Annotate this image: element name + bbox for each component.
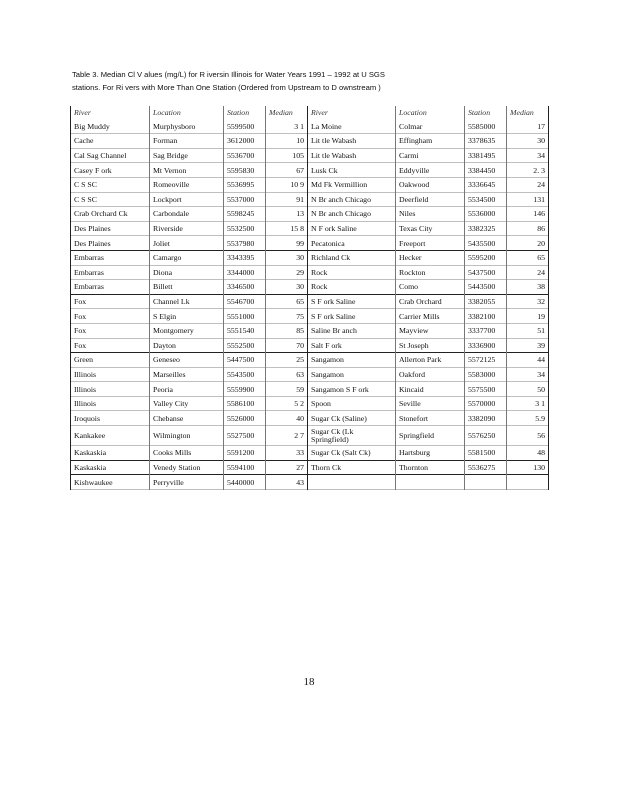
median-cell: 65 xyxy=(266,294,308,309)
river-cell: Rock xyxy=(308,280,396,295)
river-cell: Lit tle Wabash xyxy=(308,134,396,149)
table-row xyxy=(71,338,549,353)
median-cell: 105 xyxy=(266,148,308,163)
table-header-row xyxy=(71,106,549,120)
river-cell: Md Fk Vermillion xyxy=(308,177,396,192)
river-cell: Des Plaines xyxy=(71,236,150,251)
station-cell: 5583000 xyxy=(465,367,507,382)
location-cell: S Elgin xyxy=(150,309,224,324)
station-cell: 3346500 xyxy=(224,280,266,295)
station-cell: 5576250 xyxy=(465,426,507,446)
station-cell: 5440000 xyxy=(224,475,266,490)
station-cell: 5595200 xyxy=(465,250,507,265)
table-row xyxy=(71,120,549,134)
station-cell: 3337700 xyxy=(465,323,507,338)
river-cell: N F ork Saline xyxy=(308,221,396,236)
median-cell: 27 xyxy=(266,460,308,475)
river-cell: Sugar Ck (Saline) xyxy=(308,411,396,426)
station-cell: 3382055 xyxy=(465,294,507,309)
header-location: Location xyxy=(150,106,224,120)
location-cell: Riverside xyxy=(150,221,224,236)
location-cell: Joliet xyxy=(150,236,224,251)
river-cell: Fox xyxy=(71,294,150,309)
station-cell: 3382090 xyxy=(465,411,507,426)
location-cell: Thornton xyxy=(396,460,465,475)
median-cell: 130 xyxy=(507,460,549,475)
median-cell: 48 xyxy=(507,446,549,461)
table-row xyxy=(71,207,549,222)
location-cell: Dayton xyxy=(150,338,224,353)
location-cell: Colmar xyxy=(396,120,465,134)
median-cell: 17 xyxy=(507,120,549,134)
median-cell: 2. 3 xyxy=(507,163,549,178)
location-cell: Como xyxy=(396,280,465,295)
station-cell: 3336900 xyxy=(465,338,507,353)
location-cell: Diona xyxy=(150,265,224,280)
location-cell: Seville xyxy=(396,396,465,411)
location-cell: Hecker xyxy=(396,250,465,265)
median-cell: 3 1 xyxy=(266,120,308,134)
station-cell: 5595830 xyxy=(224,163,266,178)
location-cell: Mayview xyxy=(396,323,465,338)
header-station: Station xyxy=(224,106,266,120)
river-cell: La Moine xyxy=(308,120,396,134)
river-cell: Des Plaines xyxy=(71,221,150,236)
river-cell: S F ork Saline xyxy=(308,294,396,309)
location-cell: Venedy Station xyxy=(150,460,224,475)
location-cell xyxy=(396,475,465,490)
station-cell: 5572125 xyxy=(465,353,507,368)
median-cell: 30 xyxy=(266,250,308,265)
river-cell: Pecatonica xyxy=(308,236,396,251)
location-cell: Rockton xyxy=(396,265,465,280)
median-cell: 63 xyxy=(266,367,308,382)
river-cell: Fox xyxy=(71,338,150,353)
median-cell: 99 xyxy=(266,236,308,251)
header-river: River xyxy=(71,106,150,120)
table-row xyxy=(71,396,549,411)
station-cell: 3343395 xyxy=(224,250,266,265)
table-row xyxy=(71,460,549,475)
table-row xyxy=(71,236,549,251)
caption-line-1: Table 3. Median Cl V alues (mg/L) for R iversin Illinois for Water Years 1991 – 1992 at U SGS xyxy=(72,70,385,79)
river-cell: Iroquois xyxy=(71,411,150,426)
location-cell: Allerton Park xyxy=(396,353,465,368)
river-cell: Illinois xyxy=(71,367,150,382)
river-cell: Lit tle Wabash xyxy=(308,148,396,163)
median-cell: 5.9 xyxy=(507,411,549,426)
station-cell: 3382100 xyxy=(465,309,507,324)
table-row xyxy=(71,323,549,338)
median-cell: 15 8 xyxy=(266,221,308,236)
river-cell: Kishwaukee xyxy=(71,475,150,490)
river-cell: Kankakee xyxy=(71,426,150,446)
median-cell: 86 xyxy=(507,221,549,236)
station-cell: 3344000 xyxy=(224,265,266,280)
median-cell: 25 xyxy=(266,353,308,368)
median-cell: 91 xyxy=(266,192,308,207)
location-cell: Freeport xyxy=(396,236,465,251)
river-cell: Thorn Ck xyxy=(308,460,396,475)
river-cell: Sugar Ck (Salt Ck) xyxy=(308,446,396,461)
median-cell: 75 xyxy=(266,309,308,324)
location-cell: Camargo xyxy=(150,250,224,265)
median-cell: 2 7 xyxy=(266,426,308,446)
station-cell: 5447500 xyxy=(224,353,266,368)
median-cell: 30 xyxy=(266,280,308,295)
river-cell: C S SC xyxy=(71,192,150,207)
table-body xyxy=(71,120,549,490)
location-cell: Oakford xyxy=(396,367,465,382)
river-cell: C S SC xyxy=(71,177,150,192)
station-cell: 5536275 xyxy=(465,460,507,475)
river-cell: Embarras xyxy=(71,265,150,280)
median-cell: 56 xyxy=(507,426,549,446)
table-row xyxy=(71,426,549,446)
river-cell: Embarras xyxy=(71,250,150,265)
river-cell: Rock xyxy=(308,265,396,280)
river-cell: S F ork Saline xyxy=(308,309,396,324)
location-cell: Sag Bridge xyxy=(150,148,224,163)
table-row xyxy=(71,177,549,192)
river-cell: Fox xyxy=(71,323,150,338)
station-cell: 5598245 xyxy=(224,207,266,222)
location-cell: Geneseo xyxy=(150,353,224,368)
location-cell: Oakwood xyxy=(396,177,465,192)
median-cell: 146 xyxy=(507,207,549,222)
median-cell: 51 xyxy=(507,323,549,338)
table-caption xyxy=(72,68,548,94)
median-cell: 33 xyxy=(266,446,308,461)
river-cell: Kaskaskia xyxy=(71,446,150,461)
station-cell: 5551540 xyxy=(224,323,266,338)
station-cell: 5536000 xyxy=(465,207,507,222)
river-cell: Cal Sag Channel xyxy=(71,148,150,163)
table-row xyxy=(71,367,549,382)
location-cell: Carmi xyxy=(396,148,465,163)
table-row xyxy=(71,280,549,295)
station-cell: 5586100 xyxy=(224,396,266,411)
river-cell xyxy=(308,475,396,490)
median-cell: 44 xyxy=(507,353,549,368)
station-cell: 3612000 xyxy=(224,134,266,149)
median-cell: 43 xyxy=(266,475,308,490)
median-cell: 10 9 xyxy=(266,177,308,192)
median-cell: 38 xyxy=(507,280,549,295)
table-row xyxy=(71,192,549,207)
median-cell: 40 xyxy=(266,411,308,426)
location-cell: Wilmington xyxy=(150,426,224,446)
location-cell: Effingham xyxy=(396,134,465,149)
location-cell: Crab Orchard xyxy=(396,294,465,309)
median-cell: 19 xyxy=(507,309,549,324)
location-cell: Chebanse xyxy=(150,411,224,426)
station-cell: 5570000 xyxy=(465,396,507,411)
median-cell: 24 xyxy=(507,177,549,192)
median-cell: 70 xyxy=(266,338,308,353)
river-cell: Lusk Ck xyxy=(308,163,396,178)
location-cell: St Joseph xyxy=(396,338,465,353)
river-cell: Big Muddy xyxy=(71,120,150,134)
median-cell: 13 xyxy=(266,207,308,222)
page-number: 18 xyxy=(303,676,315,688)
location-cell: Kincaid xyxy=(396,382,465,397)
river-cell: N Br anch Chicago xyxy=(308,207,396,222)
location-cell: Valley City xyxy=(150,396,224,411)
station-cell: 5526000 xyxy=(224,411,266,426)
table-row xyxy=(71,382,549,397)
location-cell: Carrier Mills xyxy=(396,309,465,324)
header-median: Median xyxy=(266,106,308,120)
median-cell: 59 xyxy=(266,382,308,397)
station-cell: 5537980 xyxy=(224,236,266,251)
river-cell: Casey F ork xyxy=(71,163,150,178)
river-cell: Sangamon xyxy=(308,367,396,382)
median-cell: 34 xyxy=(507,367,549,382)
river-cell: Green xyxy=(71,353,150,368)
river-cell: Saline Br anch xyxy=(308,323,396,338)
river-cell: Sangamon S F ork xyxy=(308,382,396,397)
river-cell: Kaskaskia xyxy=(71,460,150,475)
station-cell: 3382325 xyxy=(465,221,507,236)
location-cell: Springfield xyxy=(396,426,465,446)
station-cell: 5536995 xyxy=(224,177,266,192)
table-row xyxy=(71,294,549,309)
location-cell: Perryville xyxy=(150,475,224,490)
river-cell: Spoon xyxy=(308,396,396,411)
location-cell: Mt Vernon xyxy=(150,163,224,178)
location-cell: Texas City xyxy=(396,221,465,236)
table-row xyxy=(71,148,549,163)
table-row xyxy=(71,446,549,461)
river-cell: Fox xyxy=(71,309,150,324)
table-row xyxy=(71,265,549,280)
station-cell: 3381495 xyxy=(465,148,507,163)
location-cell: Lockport xyxy=(150,192,224,207)
station-cell: 5551000 xyxy=(224,309,266,324)
station-cell: 5527500 xyxy=(224,426,266,446)
header-median-2: Median xyxy=(507,106,549,120)
median-cell: 34 xyxy=(507,148,549,163)
header-station-2: Station xyxy=(465,106,507,120)
station-cell: 5532500 xyxy=(224,221,266,236)
location-cell: Eddyville xyxy=(396,163,465,178)
station-cell: 5575500 xyxy=(465,382,507,397)
median-cell: 10 xyxy=(266,134,308,149)
river-cell: N Br anch Chicago xyxy=(308,192,396,207)
river-cell: Cache xyxy=(71,134,150,149)
location-cell: Marseilles xyxy=(150,367,224,382)
median-cell: 67 xyxy=(266,163,308,178)
header-location-2: Location xyxy=(396,106,465,120)
station-cell: 5537000 xyxy=(224,192,266,207)
table-row xyxy=(71,411,549,426)
station-cell: 5581500 xyxy=(465,446,507,461)
caption-line-2: stations. For Ri vers with More Than One Station (Ordered from Upstream to D ownstream ) xyxy=(72,83,381,92)
median-cell: 5 2 xyxy=(266,396,308,411)
median-cell: 85 xyxy=(266,323,308,338)
median-cell: 50 xyxy=(507,382,549,397)
table-row xyxy=(71,163,549,178)
median-cell xyxy=(507,475,549,490)
station-cell: 5594100 xyxy=(224,460,266,475)
station-cell: 5543500 xyxy=(224,367,266,382)
median-cell: 131 xyxy=(507,192,549,207)
station-cell: 5534500 xyxy=(465,192,507,207)
median-cell: 20 xyxy=(507,236,549,251)
station-cell: 5552500 xyxy=(224,338,266,353)
river-cell: Embarras xyxy=(71,280,150,295)
location-cell: Deerfield xyxy=(396,192,465,207)
station-cell: 5443500 xyxy=(465,280,507,295)
location-cell: Hartsburg xyxy=(396,446,465,461)
location-cell: Channel Lk xyxy=(150,294,224,309)
river-cell: Richland Ck xyxy=(308,250,396,265)
station-cell: 5546700 xyxy=(224,294,266,309)
location-cell: Murphysboro xyxy=(150,120,224,134)
table-row xyxy=(71,309,549,324)
river-cell: Sangamon xyxy=(308,353,396,368)
location-cell: Carbondale xyxy=(150,207,224,222)
station-cell: 3336645 xyxy=(465,177,507,192)
median-cell: 65 xyxy=(507,250,549,265)
table-row xyxy=(71,221,549,236)
station-cell: 5559900 xyxy=(224,382,266,397)
river-cell: Crab Orchard Ck xyxy=(71,207,150,222)
station-cell: 5599500 xyxy=(224,120,266,134)
median-cell: 30 xyxy=(507,134,549,149)
river-cell: Illinois xyxy=(71,396,150,411)
header-river-2: River xyxy=(308,106,396,120)
table-row xyxy=(71,134,549,149)
location-cell: Romeoville xyxy=(150,177,224,192)
location-cell: Montgomery xyxy=(150,323,224,338)
median-cell: 39 xyxy=(507,338,549,353)
location-cell: Stonefort xyxy=(396,411,465,426)
station-cell: 3384450 xyxy=(465,163,507,178)
station-cell: 5435500 xyxy=(465,236,507,251)
station-cell: 5536700 xyxy=(224,148,266,163)
river-cell: Illinois xyxy=(71,382,150,397)
table-row xyxy=(71,475,549,490)
location-cell: Niles xyxy=(396,207,465,222)
chloride-table xyxy=(70,106,549,490)
station-cell: 5591200 xyxy=(224,446,266,461)
median-cell: 24 xyxy=(507,265,549,280)
location-cell: Peoria xyxy=(150,382,224,397)
median-cell: 29 xyxy=(266,265,308,280)
table-row xyxy=(71,250,549,265)
station-cell: 3378635 xyxy=(465,134,507,149)
river-cell: Sugar Ck (Lk Springfield) xyxy=(308,426,396,446)
station-cell: 5437500 xyxy=(465,265,507,280)
location-cell: Billett xyxy=(150,280,224,295)
table-row xyxy=(71,353,549,368)
location-cell: Cooks Mills xyxy=(150,446,224,461)
median-cell: 32 xyxy=(507,294,549,309)
station-cell: 5585000 xyxy=(465,120,507,134)
median-cell: 3 1 xyxy=(507,396,549,411)
location-cell: Forman xyxy=(150,134,224,149)
station-cell xyxy=(465,475,507,490)
river-cell: Salt F ork xyxy=(308,338,396,353)
